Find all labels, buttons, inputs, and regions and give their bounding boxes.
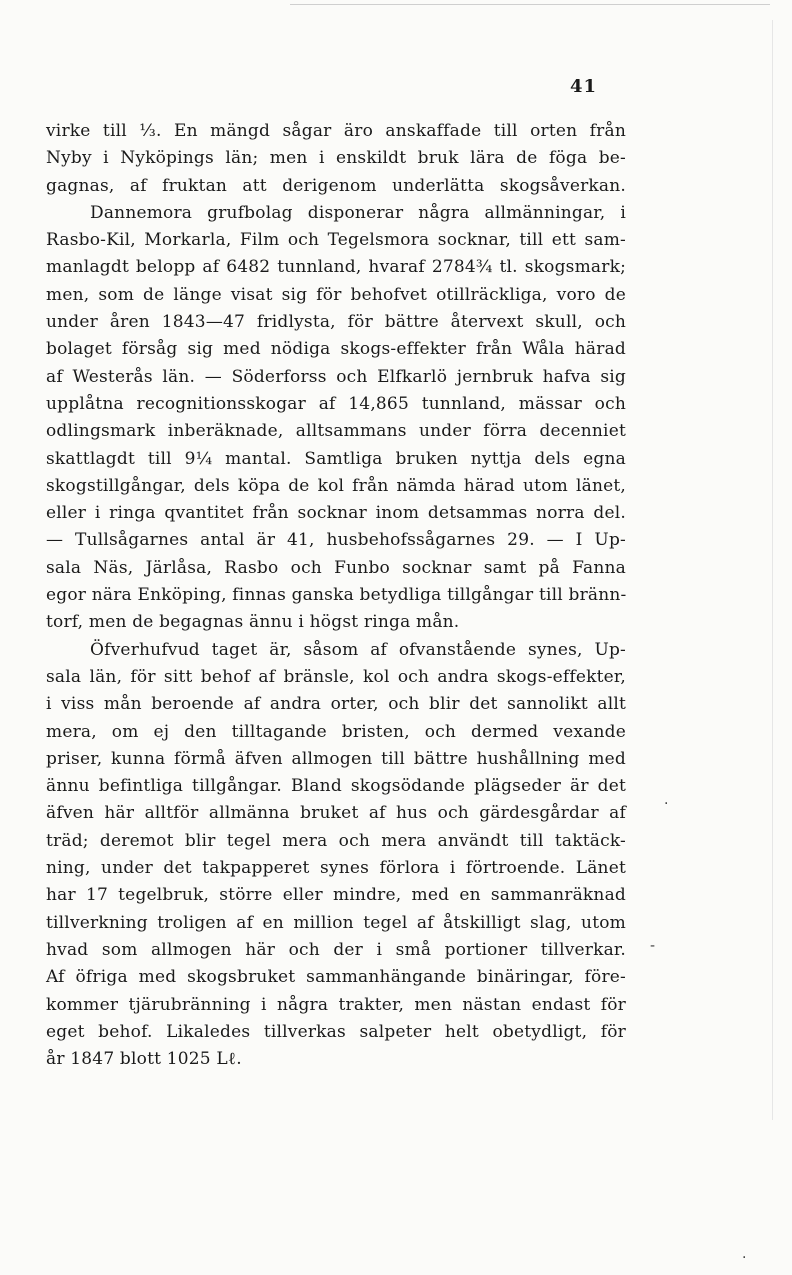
text-line: mera, om ej den tilltagande bristen, och dermed vexande — [46, 721, 626, 742]
text-line: skattlagdt till 9¼ mantal. Samtliga bruken nyttja dels egna — [46, 448, 626, 469]
page-number: 41 — [570, 76, 598, 97]
text-line: år 1847 blott 1025 Lℓ. — [46, 1049, 242, 1070]
text-line: af Westerås län. — Söderforss och Elfkarlö jernbruk hafva sig — [46, 366, 626, 387]
text-line: i viss mån beroende af andra orter, och blir det sannolikt allt — [46, 694, 626, 715]
text-line: ännu befintliga tillgångar. Bland skogsödande plägseder är det — [46, 776, 626, 797]
text-line: under åren 1843—47 fridlysta, för bättre återvext skull, och — [46, 312, 626, 333]
text-line: egor nära Enköping, finnas ganska betydliga tillgångar till bränn- — [46, 585, 627, 606]
text-line: eget behof. Likaledes tillverkas salpeter helt obetydligt, för — [46, 1021, 626, 1042]
text-line: Dannemora grufbolag disponerar några allmänningar, i — [90, 202, 626, 223]
text-line: — Tullsågarnes antal är 41, husbehofssågarnes 29. — I Up- — [46, 530, 626, 551]
text-line: sala län, för sitt behof af bränsle, kol och andra skogs-effekter, — [46, 666, 626, 687]
text-line: träd; deremot blir tegel mera och mera användt till taktäck- — [46, 830, 626, 851]
text-line: torf, men de begagnas ännu i högst ringa mån. — [46, 612, 460, 633]
text-line: priser, kunna förmå äfven allmogen till bättre hushållning med — [46, 748, 626, 769]
text-line: skogstillgångar, dels köpa de kol från nämda härad utom länet, — [46, 475, 626, 496]
text-line: äfven här alltför allmänna bruket af hus och gärdesgårdar af — [46, 803, 626, 824]
text-line: eller i ringa qvantitet från socknar inom detsammas norra del. — [46, 503, 626, 524]
text-line: Rasbo-Kil, Morkarla, Film och Tegelsmora socknar, till ett sam- — [46, 230, 626, 251]
ink-speck-mark: - — [650, 938, 656, 954]
text-line: manlagdt belopp af 6482 tunnland, hvaraf 2784¾ tl. skogsmark; — [46, 257, 626, 278]
text-line: Öfverhufvud taget är, såsom af ofvanstående synes, Up- — [90, 639, 626, 660]
right-page-edge — [772, 20, 773, 1120]
text-line: men, som de länge visat sig för behofvet otillräckliga, voro de — [46, 284, 626, 305]
text-line: kommer tjärubränning i några trakter, men nästan endast för — [46, 994, 626, 1015]
text-line: virke till ⅓. En mängd sågar äro anskaffade till orten från — [46, 121, 626, 141]
text-line: bolaget försåg sig med nödiga skogs-effekter från Wåla härad — [46, 339, 626, 360]
text-line: upplåtna recognitionsskogar af 14,865 tunnland, mässar och — [46, 393, 626, 414]
text-line: tillverkning troligen af en million tegel af åtskilligt slag, utom — [46, 912, 626, 933]
top-edge-rule — [290, 4, 770, 5]
text-line: hvad som allmogen här och der i små portioner tillverkar. — [46, 939, 626, 960]
ink-speck-mark: · — [742, 1250, 747, 1266]
text-line: sala Näs, Järlåsa, Rasbo och Funbo socknar samt på Fanna — [46, 557, 626, 578]
text-line: odlingsmark inberäknade, alltsammans under förra decenniet — [46, 421, 626, 442]
text-line: gagnas, af fruktan att derigenom underlätta skogsåverkan. — [46, 175, 626, 196]
ink-speck-mark: · — [664, 796, 669, 812]
body-text — [46, 118, 626, 1073]
text-line: Nyby i Nyköpings län; men i enskildt bruk lära de föga be- — [46, 148, 626, 169]
text-line: har 17 tegelbruk, större eller mindre, med en sammanräknad — [46, 885, 626, 906]
text-line: Af öfriga med skogsbruket sammanhängande binäringar, före- — [46, 967, 626, 988]
text-line: ning, under det takpapperet synes förlora i förtroende. Länet — [46, 858, 626, 879]
